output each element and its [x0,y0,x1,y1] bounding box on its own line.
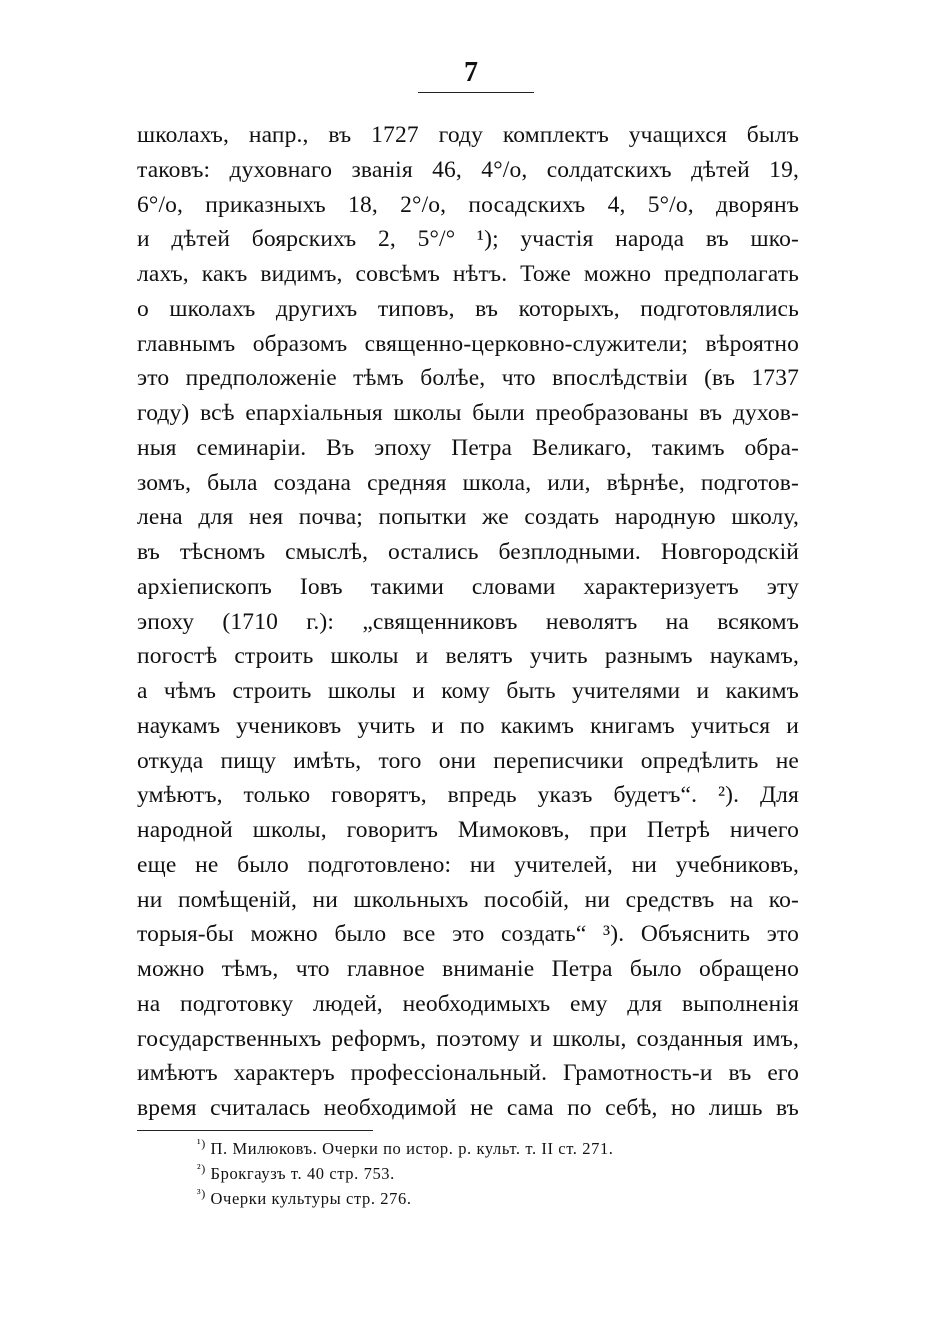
body-text [137,118,799,1126]
text-line: лахъ, какъ видимъ, совсѣмъ нѣтъ. Тоже можно предполагать [137,261,799,287]
page-number-rule [418,92,534,93]
footnote-mark: ²) [197,1161,206,1176]
text-line: государственныхъ реформъ, поэтому и школы, созданныя имъ, [137,1025,799,1052]
text-line: народной школы, говоритъ Мимоковъ, при Петрѣ ничего [137,817,799,843]
footnote-1 [197,1136,614,1161]
text-line: таковъ: духовнаго званія 46, 4°/о, солдатскихъ дѣтей 19, [137,156,799,183]
text-line: главнымъ образомъ священно-церковно-служители; вѣроятно [137,330,799,357]
text-line: можно тѣмъ, что главное вниманіе Петра было обращено [137,956,799,982]
text-line: въ тѣсномъ смыслѣ, остались безплодными. Новгородскій [137,539,799,565]
text-line: лена для нея почва; попытки же создать народную школу, [137,504,799,531]
text-line: зомъ, была создана средняя школа, или, вѣрнѣе, подготов- [137,469,799,496]
text-line: торыя-бы можно было все это создать“ ³). Объяснить это [137,921,799,948]
text-line: а чѣмъ строить школы и кому быть учителями и какимъ [137,678,799,704]
text-line: умѣютъ, только говорятъ, впредь указъ будетъ“. ²). Для [137,782,799,809]
footnote-text: Брокгаузъ т. 40 стр. 753. [210,1164,395,1183]
footnote-3 [197,1186,614,1211]
footnote-2 [197,1161,614,1186]
footnote-separator [137,1130,373,1131]
footnote-mark: ³) [197,1186,206,1201]
text-line: эпоху (1710 г.): „священниковъ неволятъ на всякомъ [137,608,799,635]
footnotes [197,1136,614,1211]
text-line: ныя семинаріи. Въ эпоху Петра Великаго, такимъ обра- [137,434,799,461]
page-number: 7 [464,57,478,88]
text-line: и дѣтей боярскихъ 2, 5°/° ¹); участія народа въ шко- [137,226,799,253]
text-line: году) всѣ епархіальныя школы были преобразованы въ духов- [137,400,799,426]
text-line: время считалась необходимой не сама по себѣ, но лишь въ [137,1095,799,1121]
text-line: на подготовку людей, необходимыхъ ему для выполненія [137,990,799,1017]
text-line: архіепископъ Іовъ такими словами характеризуетъ эту [137,573,799,600]
footnote-text: Очерки культуры стр. 276. [210,1189,412,1208]
footnote-mark: ¹) [197,1136,206,1151]
text-line: наукамъ учениковъ учить и по какимъ книгамъ учиться и [137,712,799,739]
text-line: еще не было подготовлено: ни учителей, ни учебниковъ, [137,851,799,878]
text-line: школахъ, напр., въ 1727 году комплектъ учащихся былъ [137,122,799,148]
text-line: 6°/о, приказныхъ 18, 2°/о, посадскихъ 4, 5°/о, дворянъ [137,191,799,218]
text-line: имѣютъ характеръ профессіональный. Грамотность-и въ его [137,1060,799,1087]
text-line: это предположеніе тѣмъ болѣе, что впослѣдствіи (въ 1737 [137,365,799,392]
text-line: откуда пищу имѣть, того они переписчики опредѣлить не [137,747,799,774]
footnote-text: П. Милюковъ. Очерки по истор. р. культ. т. II ст. 271. [210,1139,614,1158]
text-line: о школахъ другихъ типовъ, въ которыхъ, подготовлялись [137,295,799,322]
text-line: ни помѣщеній, ни школьныхъ пособій, ни средствъ на ко- [137,886,799,913]
text-line: погостѣ строить школы и велятъ учить разнымъ наукамъ, [137,643,799,670]
